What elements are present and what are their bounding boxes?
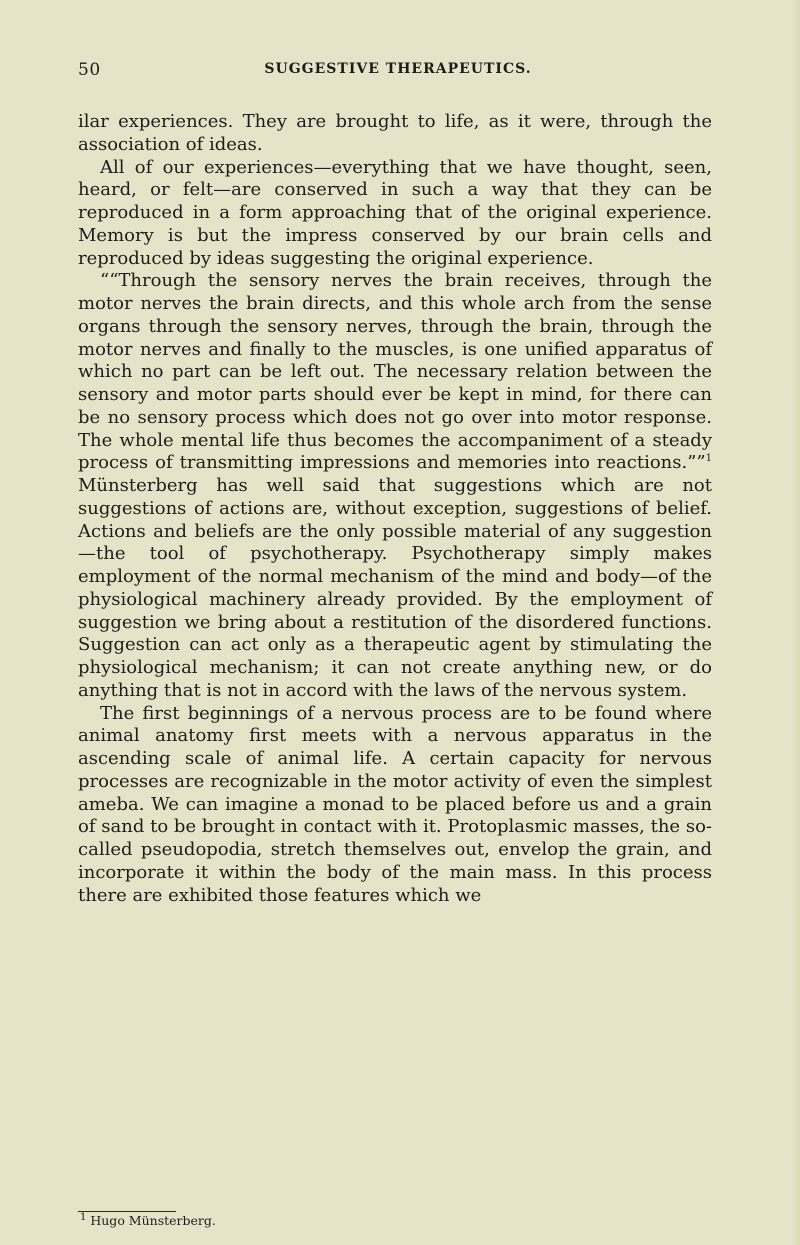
footnote-rule [78,1211,176,1212]
running-head: SUGGESTIVE THERAPEUTICS. [264,61,532,77]
page-edge [792,0,800,1245]
page-number: 50 [78,60,101,80]
footnote-text: Hugo Münsterberg. [90,1213,216,1228]
page-header [78,60,718,88]
paragraph-3 [78,270,712,702]
paragraph-2: All of our experiences—everything that we have thought, seen, heard, or felt—are conserved in such a way that they can be reproduced in a form approaching that of the original experience. Memory is but the impress conserved by our brain cells and reproduced by ideas suggesting the original experience. [78,156,712,269]
footnote [80,1213,216,1229]
paragraph-3-continuation: Münsterberg has well said that suggestions which are not suggestions of actions are, without exception, suggestions of belief. Actions and beliefs are the only possible material of any suggestion—the tool of psychotherapy. Psychotherapy simply makes employment of the normal mechanism of the mind and body—of the physiological machinery already provided. By the employment of suggestion we bring about a restitution of the disordered functions. Suggestion can act only as a therapeutic agent by stimulating the physiological mechanism; it can not create anything new, or do anything that is not in accord with the laws of the nervous system. [78,475,712,701]
body-text [78,111,712,907]
quotation-text: ““Through the sensory nerves the brain receives, through the motor nerves the brain directs, and this whole arch from the sense organs through the sensory nerves, through the brain, through the motor nerves and finally to the muscles, is one unified apparatus of which no part can be left out. The necessary relation between the sensory and motor parts should ever be kept in mind, for there can be no sensory process which does not go over into motor response. The whole mental life thus becomes the accompaniment of a steady process of transmitting impressions and memories into reactions.”” [78,270,712,474]
footnote-marker: 1 [80,1211,87,1223]
paragraph-1: ilar experiences. They are brought to life, as it were, through the association of ideas. [78,111,712,155]
paragraph-4: The first beginnings of a nervous process are to be found where animal anatomy first meets with a nervous apparatus in the ascending scale of animal life. A certain capacity for nervous processes are recognizable in the motor activity of even the simplest ameba. We can imagine a monad to be placed before us and a grain of sand to be brought in contact with it. Protoplasmic masses, the so-called pseudopodia, stretch themselves out, envelop the grain, and incorporate it within the body of the main mass. In this process there are exhibited those features which we [78,702,712,906]
footnote-ref: 1 [705,453,712,465]
